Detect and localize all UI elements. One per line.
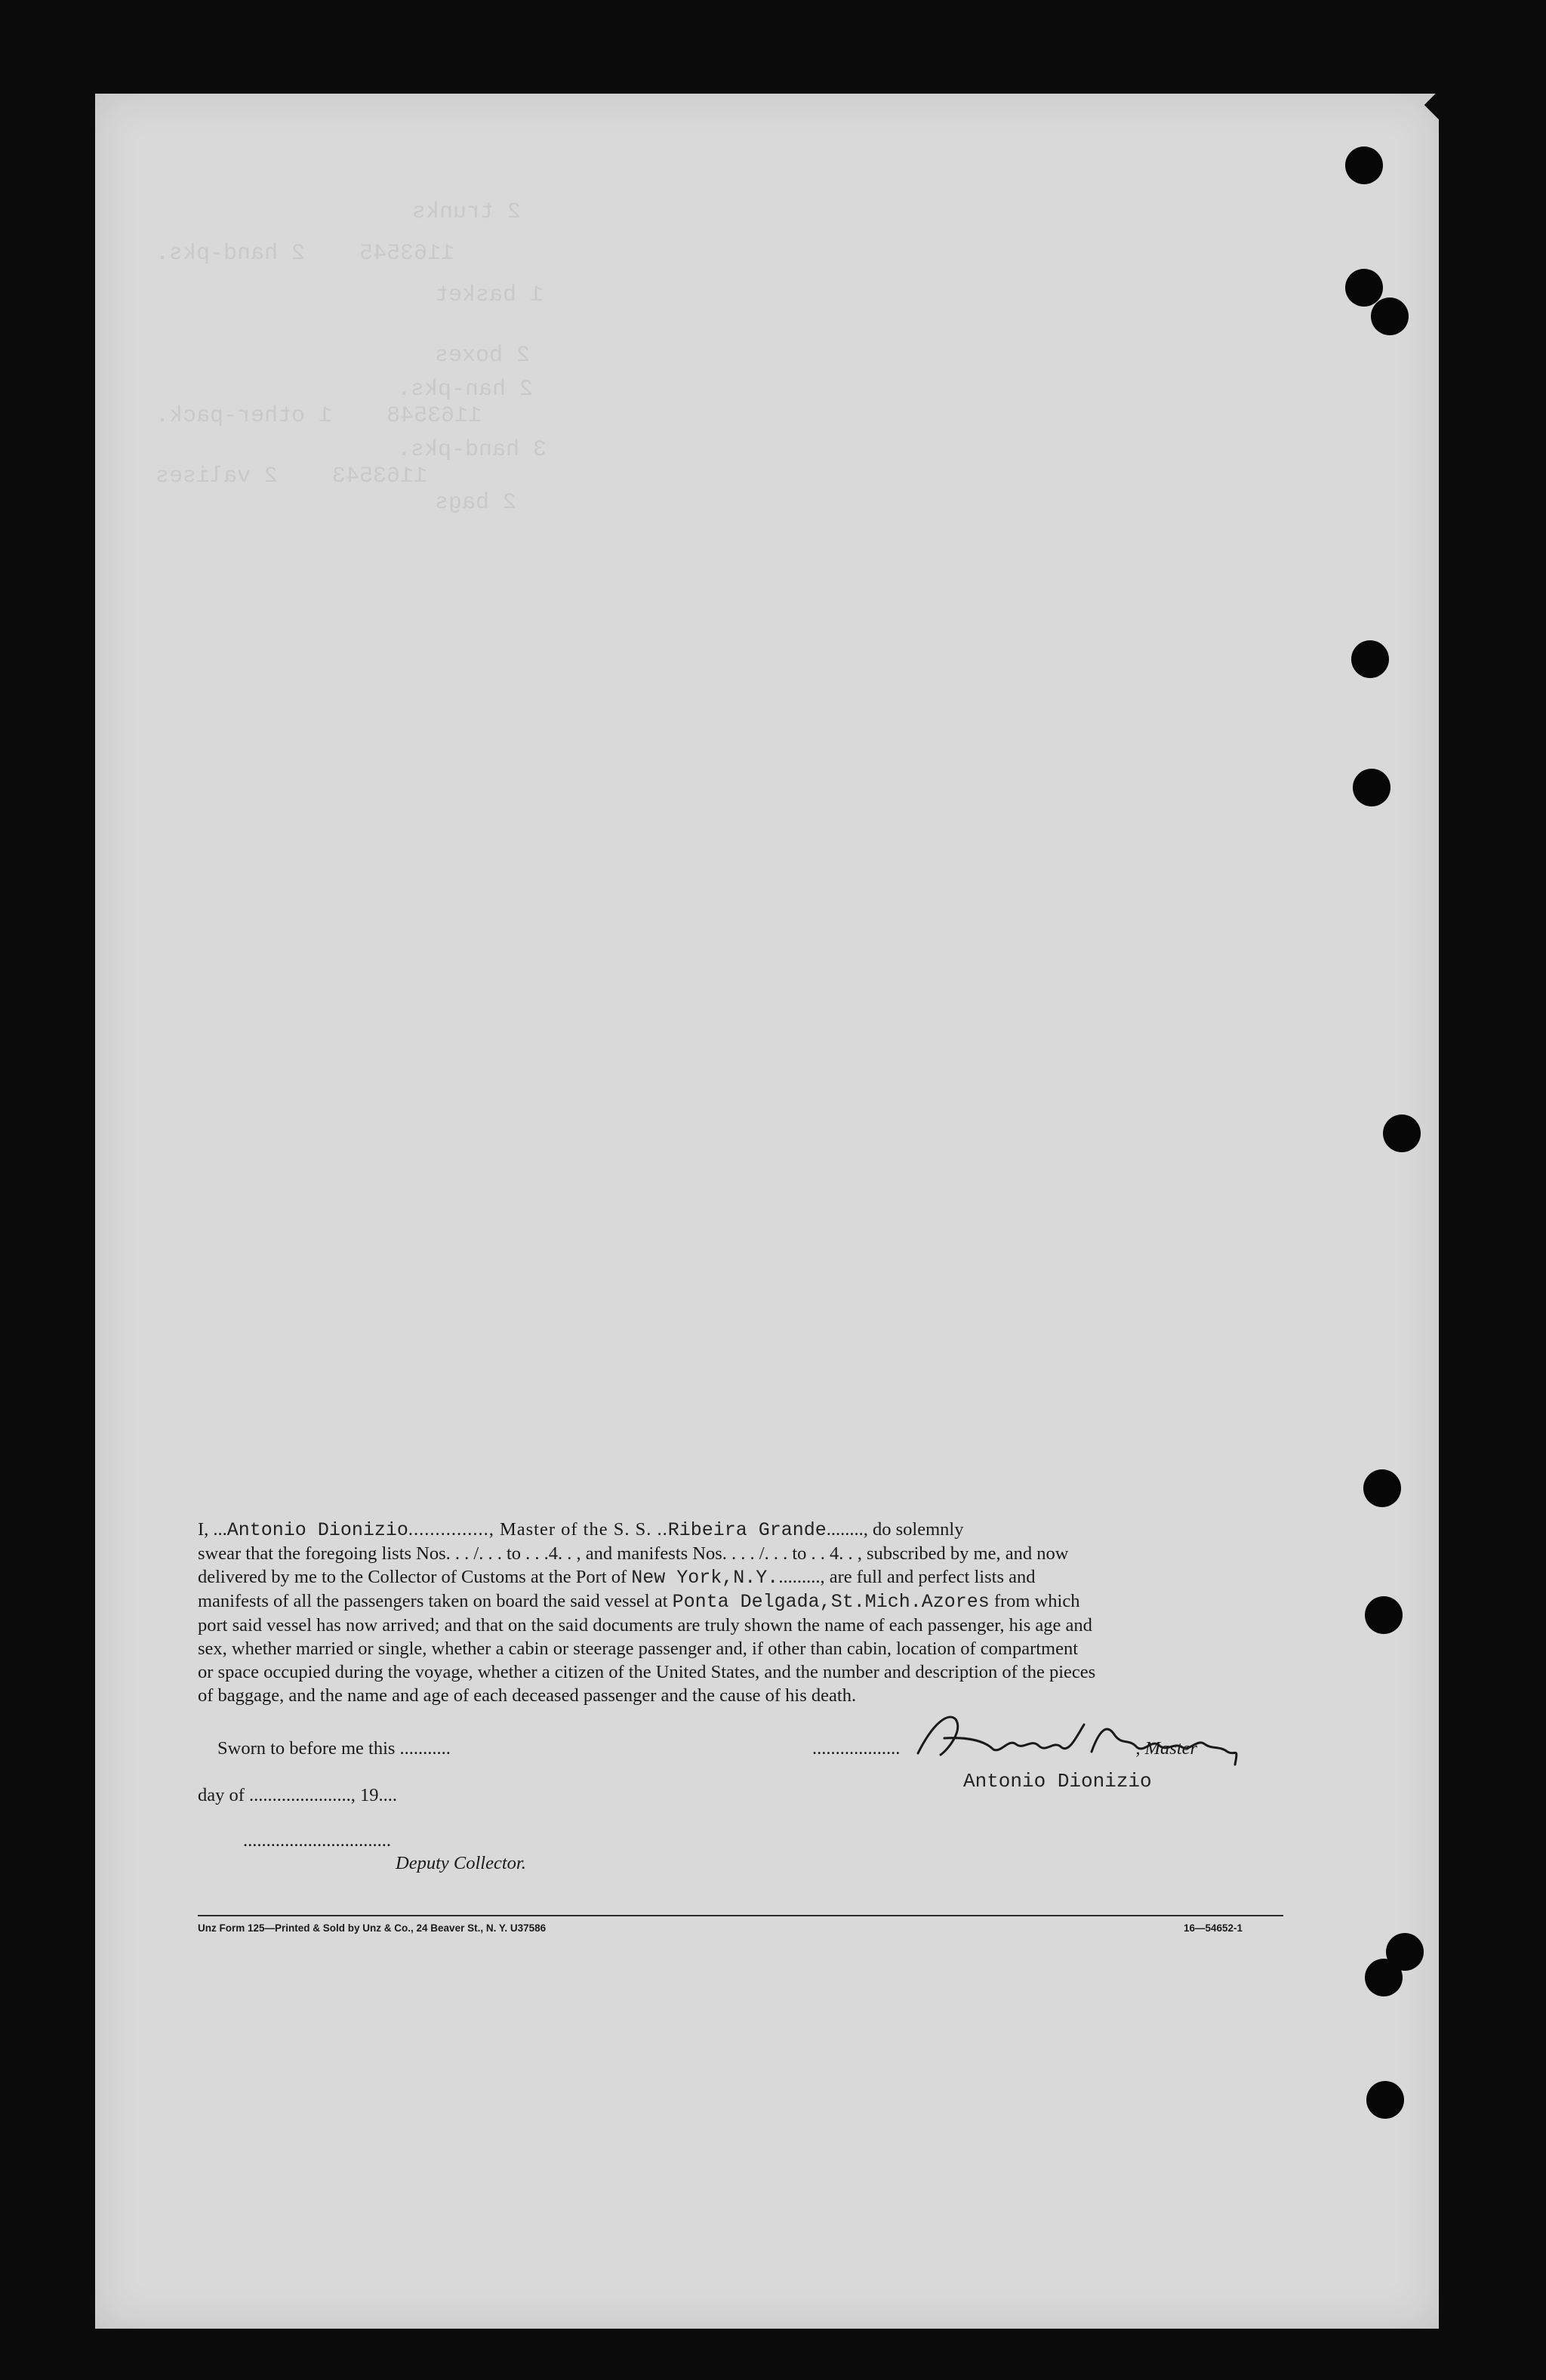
sworn-line: Sworn to before me this ........... <box>217 1738 451 1759</box>
oath-line-5: port said vessel has now arrived; and that on the said documents are truly shown the name of each passenger, his age and <box>198 1615 1092 1635</box>
master-label: , Master <box>1135 1738 1198 1759</box>
port-of-arrival: New York,N.Y. <box>631 1567 779 1589</box>
oath-line-7: or space occupied during the voyage, whether a citizen of the United States, and the number and description of the pieces <box>198 1662 1096 1682</box>
form-number: 16—54652-1 <box>1184 1922 1243 1934</box>
show-through-text: 3 hand-pks. <box>397 437 547 463</box>
binder-hole <box>1351 640 1389 678</box>
oath-text: ........, do solemnly <box>826 1519 964 1540</box>
oath-line-3 <box>198 1565 1282 1589</box>
binder-hole <box>1345 146 1383 184</box>
handwritten-signature <box>903 1708 1258 1768</box>
master-oath <box>198 1518 1282 1707</box>
binder-hole <box>1365 1596 1403 1634</box>
oath-line-1 <box>198 1518 1282 1542</box>
oath-text: ..............., Master of the S. S. .. <box>408 1519 668 1540</box>
show-through-text: 2 bags <box>435 490 517 516</box>
day-of-line: day of ......................, 19.... <box>198 1785 398 1805</box>
deputy-collector-label: Deputy Collector. <box>396 1853 526 1873</box>
show-through-text: 2 boxes <box>435 343 531 368</box>
binder-hole <box>1371 298 1409 335</box>
show-through-text: 1163548 1 other-pack. <box>156 403 482 429</box>
oath-line-4 <box>198 1589 1282 1614</box>
show-through-text: 1 basket <box>435 282 544 308</box>
master-name: Antonio Dionizio <box>226 1519 408 1541</box>
show-through-text: 2 han-pks. <box>397 377 534 402</box>
port-of-departure: Ponta Delgada,St.Mich.Azores <box>672 1591 990 1613</box>
oath-text: I, ... <box>198 1519 227 1540</box>
binder-hole <box>1366 2081 1404 2119</box>
oath-line-2: swear that the foregoing lists Nos. . . /. . . to . . .4. . , and manifests Nos. . . . /. . . to . . 4. . , subscribed by me, and now <box>198 1543 1069 1564</box>
binder-hole <box>1353 769 1390 806</box>
deputy-signature-line: ................................ <box>243 1830 391 1851</box>
form-printer-imprint: Unz Form 125—Printed & Sold by Unz & Co., 24 Beaver St., N. Y. U37586 <box>198 1922 547 1934</box>
signature-dots: ................... <box>812 1738 901 1759</box>
oath-text: from which <box>993 1591 1080 1611</box>
binder-hole <box>1383 1114 1421 1152</box>
oath-line-6: sex, whether married or single, whether a cabin or steerage passenger and, if other than cabin, location of compartment <box>198 1639 1079 1659</box>
show-through-text: 1163545 2 hand-pks. <box>156 241 455 267</box>
oath-text: ........., are full and perfect lists and <box>778 1567 1036 1587</box>
oath-text: delivered by me to the Collector of Customs at the Port of <box>198 1567 627 1587</box>
footer-rule <box>198 1915 1283 1916</box>
binder-hole <box>1365 1959 1403 1996</box>
master-typed-name: Antonio Dionizio <box>963 1770 1152 1793</box>
document-page <box>95 94 1439 2329</box>
oath-line-8: of baggage, and the name and age of each deceased passenger and the cause of his death. <box>198 1685 857 1706</box>
ship-name: Ribeira Grande <box>667 1519 827 1541</box>
show-through-text: 2 trunks <box>412 199 522 225</box>
oath-text: manifests of all the passengers taken on board the said vessel at <box>198 1591 668 1611</box>
binder-hole <box>1363 1469 1401 1507</box>
show-through-text: 1163543 2 valises <box>156 464 428 489</box>
